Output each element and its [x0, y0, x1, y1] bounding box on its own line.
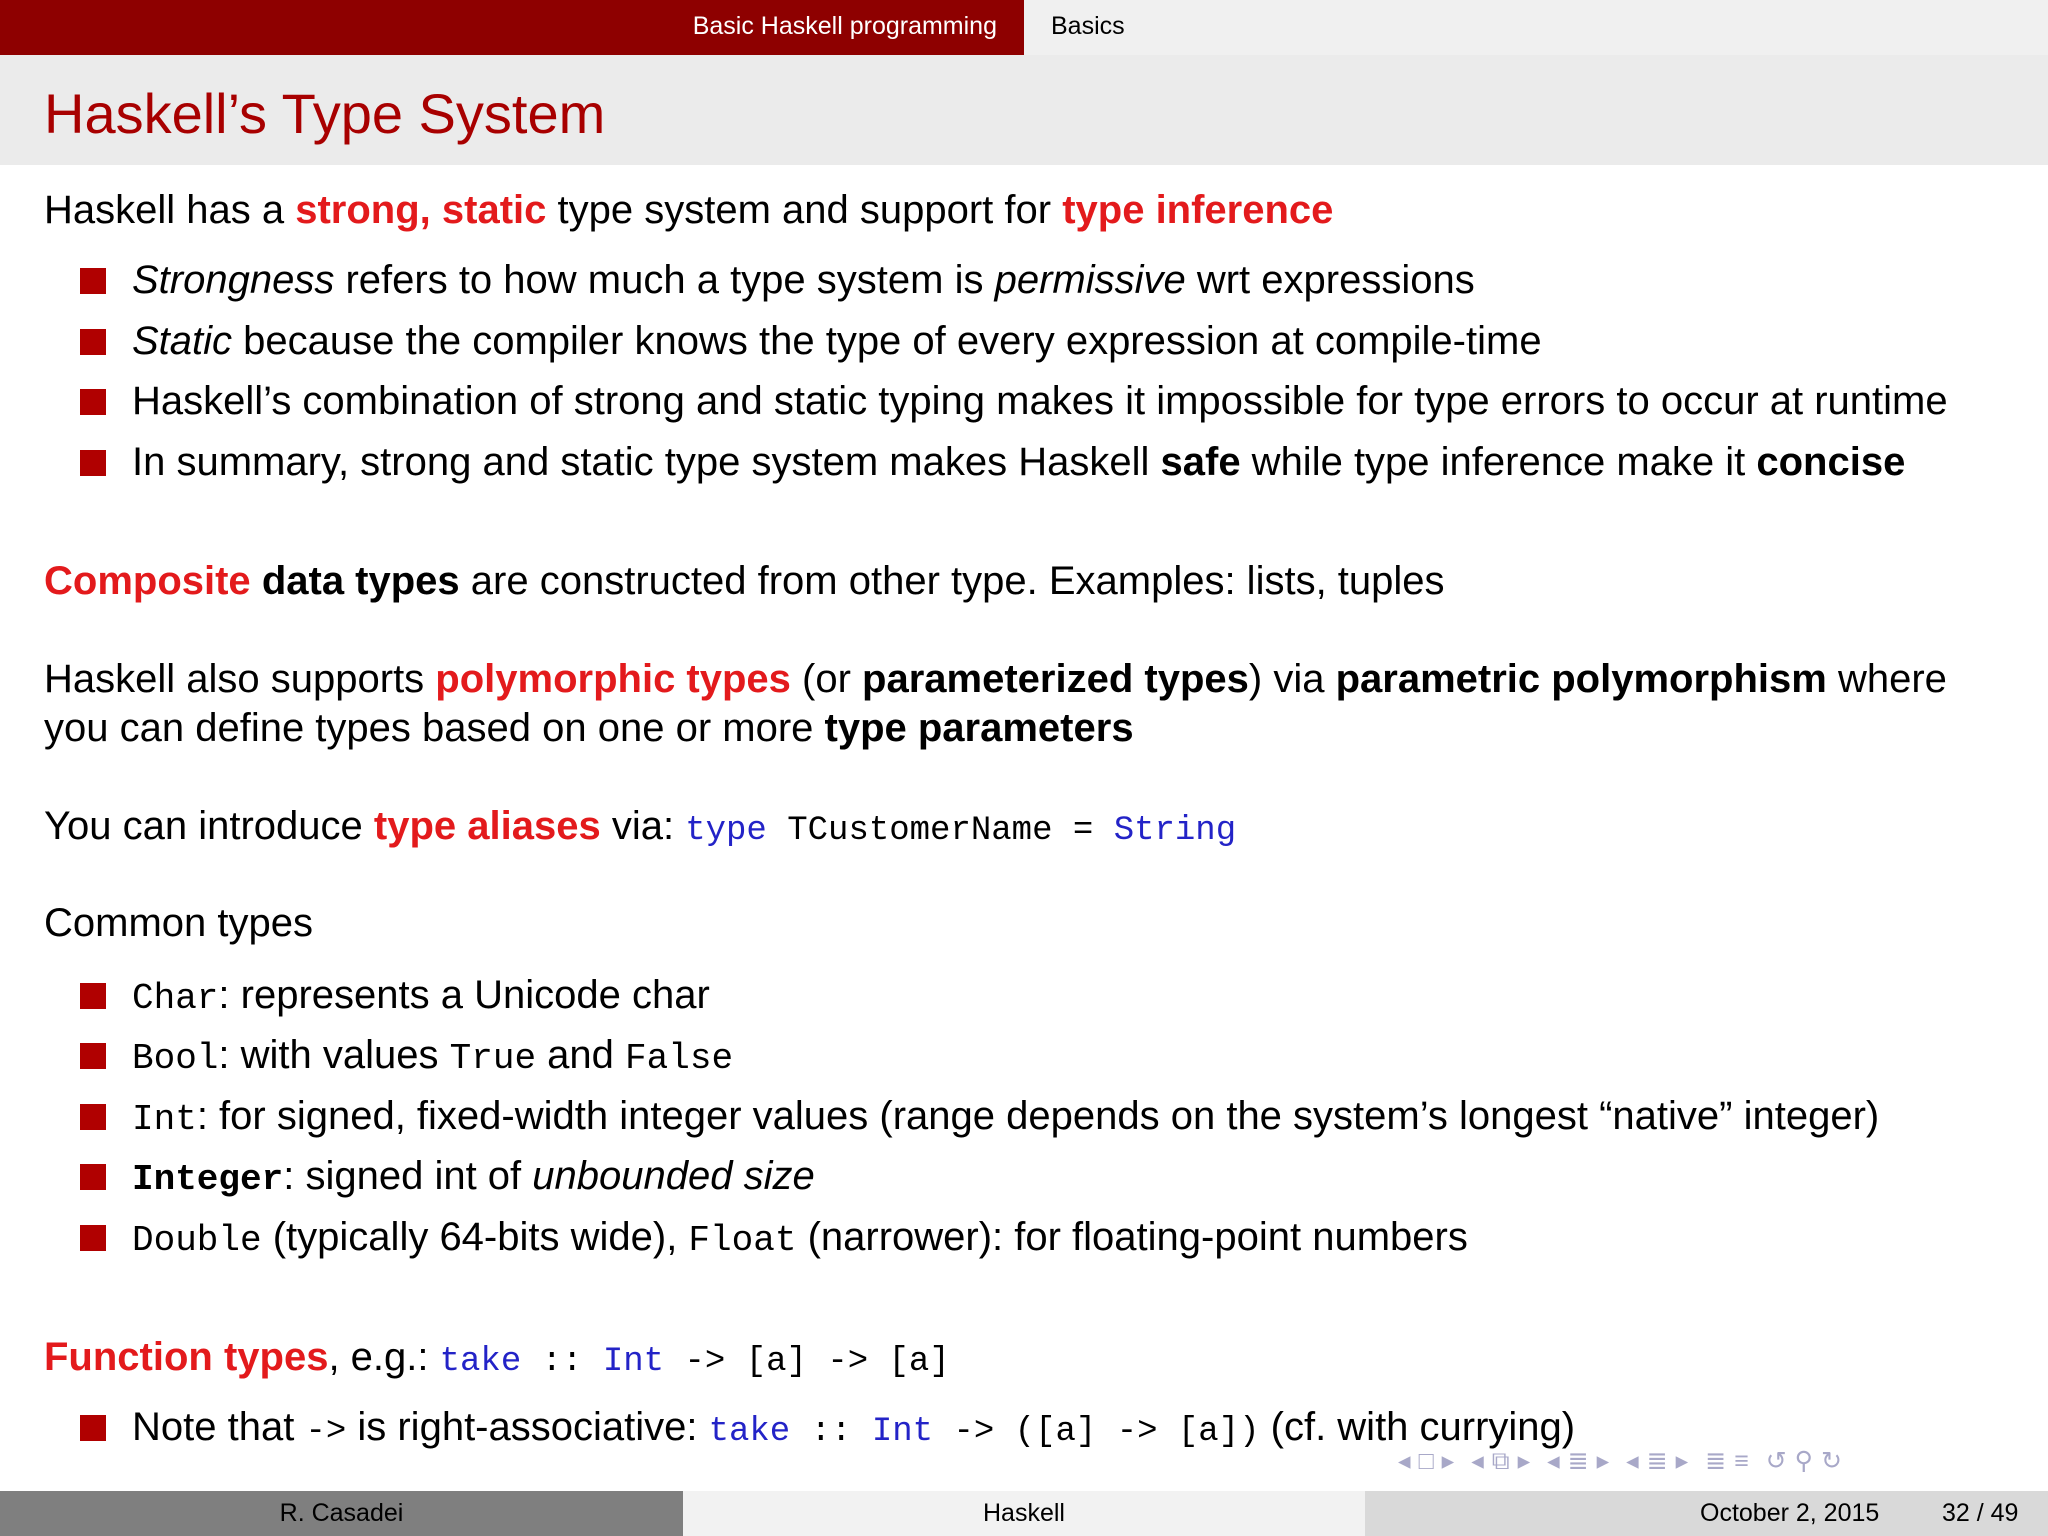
bullet-marker: [80, 450, 106, 476]
bullet-marker: [80, 329, 106, 355]
intro-text-2: type system and support for: [546, 188, 1063, 232]
forward-icon[interactable]: ↻: [1820, 1447, 1844, 1475]
nav-section-label: Basic Haskell programming: [692, 12, 997, 40]
back-icon[interactable]: ↺: [1765, 1447, 1789, 1475]
footer-date: October 2, 2015: [1700, 1499, 1880, 1527]
bold-text: safe: [1160, 440, 1241, 484]
paragraph-text: , e.g.:: [328, 1335, 440, 1379]
intro-strong-static: strong, static: [295, 188, 547, 232]
code-text: ::: [521, 1343, 603, 1381]
code-keyword: Int: [602, 1343, 665, 1381]
slide-icon[interactable]: □: [1418, 1447, 1436, 1475]
bullet-bool: [132, 1031, 733, 1083]
code-text: -> ([a] -> [a]): [933, 1413, 1260, 1451]
em-text: Strongness: [132, 258, 335, 302]
code-text: True: [449, 1038, 537, 1079]
code-text: -> [a] -> [a]: [664, 1343, 950, 1381]
bullet-text: (typically 64-bits wide),: [261, 1215, 689, 1259]
bullet-marker: [80, 268, 106, 294]
bullet-marker: [80, 1043, 106, 1069]
bullet-summary: [132, 438, 1905, 486]
code-text: Integer: [132, 1159, 284, 1200]
intro-paragraph: [44, 186, 1333, 234]
code-keyword: take: [708, 1413, 791, 1451]
code-text: Float: [688, 1220, 797, 1261]
next-slide-icon[interactable]: ▸: [1441, 1447, 1457, 1475]
paragraph-text: are constructed from other type. Examples: lists, tuples: [459, 559, 1445, 603]
bullet-text: (cf. with currying): [1259, 1405, 1576, 1449]
common-types-heading: [44, 899, 313, 947]
bullet-combination: [132, 377, 1948, 425]
prev-frame-icon[interactable]: ◂: [1471, 1447, 1486, 1475]
bullet-text: is right-associative:: [346, 1405, 709, 1449]
bold-text: data types: [261, 559, 460, 603]
footer-author: R. Casadei: [0, 1491, 683, 1536]
polymorphic-term: polymorphic types: [435, 657, 791, 701]
code-text: False: [625, 1038, 734, 1079]
bullet-text: Haskell’s combination of strong and static typing makes it impossible for type errors to occur at runtime: [132, 379, 1948, 423]
bold-text: parameterized types: [862, 657, 1249, 701]
bold-text: type parameters: [824, 706, 1134, 750]
paragraph-text: You can introduce: [44, 804, 374, 848]
footer-page-number: 32 / 49: [1942, 1499, 2019, 1527]
bullet-int: [132, 1092, 1879, 1144]
code-text: ->: [305, 1413, 347, 1451]
bullet-text: : for signed, fixed-width integer values (range depends on the system’s longest “native” integer): [196, 1094, 1880, 1138]
paragraph-text: ) via: [1248, 657, 1336, 701]
search-icon[interactable]: ⚲: [1794, 1447, 1815, 1475]
prev-slide-icon[interactable]: ◂: [1398, 1447, 1413, 1475]
paragraph-text: (or: [790, 657, 863, 701]
footer-title: Haskell: [683, 1491, 1365, 1536]
paragraph-text: Haskell also supports: [44, 657, 436, 701]
code-text: ::: [790, 1413, 872, 1451]
footer-date-page: [1365, 1491, 2048, 1536]
heading-text: Common types: [44, 901, 313, 945]
code-keyword: type: [685, 812, 767, 850]
code-keyword: take: [439, 1343, 522, 1381]
intro-type-inference: type inference: [1062, 188, 1334, 232]
bullet-text: In summary, strong and static type system makes Haskell: [132, 440, 1161, 484]
bullet-marker: [80, 1104, 106, 1130]
prev-subsection-icon[interactable]: ◂: [1547, 1447, 1562, 1475]
bullet-char: [132, 971, 710, 1023]
composite-term: Composite: [44, 559, 251, 603]
bullet-integer: [132, 1152, 815, 1204]
bullet-marker: [80, 389, 106, 415]
paragraph-text: where: [1826, 657, 1947, 701]
bullet-text: wrt expressions: [1185, 258, 1475, 302]
polymorphic-paragraph-line-2: [44, 704, 1134, 752]
code-text: Double: [132, 1220, 262, 1261]
bullet-right-associative: [132, 1403, 1575, 1456]
composite-paragraph: [44, 557, 1445, 605]
next-section-icon[interactable]: ▸: [1675, 1447, 1691, 1475]
prev-section-icon[interactable]: ◂: [1626, 1447, 1641, 1475]
function-types-term: Function types: [44, 1335, 329, 1379]
bullet-marker: [80, 1415, 106, 1441]
code-text: TCustomerName =: [766, 812, 1114, 850]
navigation-symbols: [1398, 1446, 1850, 1482]
bullet-static: [132, 317, 1542, 365]
nav-subsection[interactable]: Basics: [1051, 12, 1125, 40]
code-text: Bool: [132, 1038, 219, 1079]
nav-section[interactable]: [0, 0, 1024, 55]
code-keyword: Int: [871, 1413, 934, 1451]
footer-bar: [0, 1491, 2048, 1536]
section-icon[interactable]: ≣: [1646, 1447, 1670, 1475]
bold-text: parametric polymorphism: [1335, 657, 1827, 701]
bullet-text: because the compiler knows the type of every expression at compile-time: [232, 319, 1542, 363]
appendix-icon[interactable]: ≡: [1734, 1447, 1751, 1475]
paragraph-text: you can define types based on one or more: [44, 706, 825, 750]
bullet-text: Note that: [132, 1405, 306, 1449]
subsection-icon[interactable]: ≣: [1567, 1447, 1591, 1475]
document-icon[interactable]: ≣: [1705, 1447, 1729, 1475]
polymorphic-paragraph-line-1: [44, 655, 1947, 703]
bullet-text: : represents a Unicode char: [218, 973, 710, 1017]
bullet-text: : signed int of: [283, 1154, 533, 1198]
intro-text-1: Haskell has a: [44, 188, 296, 232]
em-text: permissive: [994, 258, 1186, 302]
bold-text: concise: [1756, 440, 1906, 484]
bullet-text: while type inference make it: [1240, 440, 1757, 484]
alias-paragraph: [44, 802, 1236, 855]
bullet-text: (narrower): for floating-point numbers: [796, 1215, 1468, 1259]
em-text: unbounded size: [532, 1154, 815, 1198]
next-subsection-icon[interactable]: ▸: [1596, 1447, 1612, 1475]
em-text: Static: [132, 319, 233, 363]
function-types-paragraph: [44, 1333, 950, 1386]
code-keyword: String: [1113, 812, 1237, 850]
bullet-text: : with values: [218, 1033, 450, 1077]
code-text: Char: [132, 978, 219, 1019]
bullet-marker: [80, 983, 106, 1009]
slide-title: Haskell’s Type System: [44, 82, 606, 145]
bullet-double: [132, 1213, 1468, 1265]
bullet-marker: [80, 1164, 106, 1190]
alias-term: type aliases: [373, 804, 601, 848]
bullet-marker: [80, 1225, 106, 1251]
next-frame-icon[interactable]: ▸: [1517, 1447, 1533, 1475]
paragraph-text: via:: [600, 804, 686, 848]
bullet-strongness: [132, 256, 1475, 304]
frame-icon[interactable]: ⧉: [1491, 1447, 1512, 1475]
bullet-text: and: [536, 1033, 626, 1077]
bullet-text: refers to how much a type system is: [334, 258, 995, 302]
frame-title-bar: [0, 55, 2048, 165]
top-navigation-bar: [0, 0, 2048, 55]
code-text: Int: [132, 1099, 197, 1140]
